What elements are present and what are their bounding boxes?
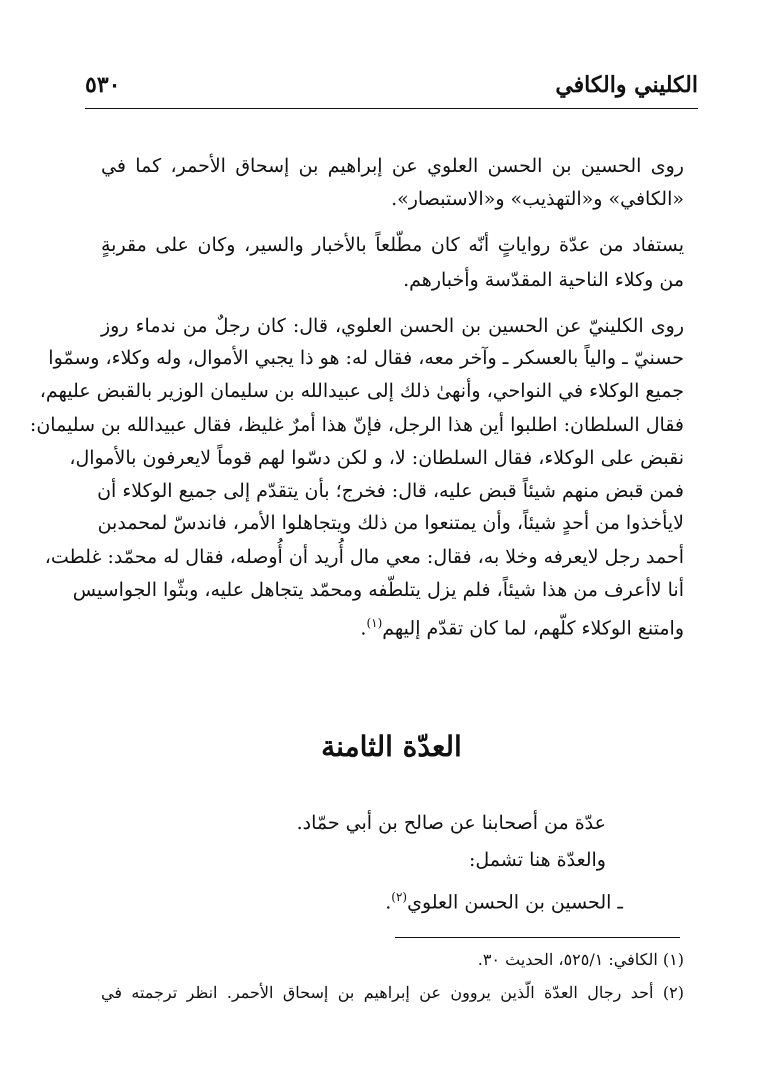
body-line-6: حسنيّ ـ والياً بالعسكر ـ وآخر معه، فقال له: هو ذا يجبي الأموال، وله وكلاء، وسمّوا	[48, 347, 684, 369]
footnote-ref-1: (١)	[366, 616, 383, 630]
body-line-1: روى الحسين بن الحسن العلوي عن إبراهيم بن إسحاق الأحمر، كما في	[101, 155, 684, 177]
section-line-3: ـ الحسين بن الحسن العلوي$^{(٢)}$.	[385, 890, 623, 914]
body-line-5: روى الكلينيّ عن الحسين بن الحسن العلوي، قال: كان رجلٌ من ندماء روز	[101, 315, 684, 337]
running-header	[85, 72, 698, 106]
body-line-8: فقال السلطان: اطلبوا أين هذا الرجل، فإنّ هذا أمرٌ غليظ، فقال عبيدالله بن سليمان:	[29, 414, 684, 436]
section-line-1: عدّة من أصحابنا عن صالح بن أبي حمّاد.	[296, 812, 606, 834]
footnote-1: (١) الكافي: ٥٢٥/١، الحديث ٣٠.	[477, 950, 684, 969]
body-line-7: جميع الوكلاء في النواحي، وأنهىٰ ذلك إلى عبيدالله بن سليمان الوزير بالقبض عليهم،	[39, 380, 684, 402]
footnote-ref-2: (٢)	[391, 890, 408, 904]
body-line-9: نقبض على الوكلاء، فقال السلطان: لا، و لكن دسّوا لهم قوماً لايعرفون بالأموال،	[69, 447, 684, 469]
running-title: الكليني والكافي	[555, 72, 698, 98]
section-line-2: والعدّة هنا تشمل:	[469, 849, 606, 871]
body-line-4: من وكلاء الناحية المقدّسة وأخبارهم.	[403, 269, 684, 291]
body-line-12: أحمد رجل لايعرفه وخلا به، فقال: معي مال أُريد أن أُوصله، فقال له محمّد: غلطت،	[44, 546, 684, 568]
body-line-10: فمن قبض منهم شيئاً قبض عليه، قال: فخرج؛ بأن يتقدّم إلى جميع الوكلاء أن	[97, 480, 684, 502]
header-rule	[85, 108, 698, 109]
section-heading: العدّة الثامنة	[321, 730, 462, 763]
body-line-2: «الكافي» و«التهذيب» و«الاستبصار».	[391, 188, 684, 210]
page-number: ٥٣٠	[85, 72, 121, 98]
body-line-3: يستفاد من عدّة رواياتٍ أنّه كان مطّلعاً بالأخبار والسير، وكان على مقربةٍ	[101, 234, 684, 256]
body-line-11: لايأخذوا من أحدٍ شيئاً، وأن يمتنعوا من ذلك ويتجاهلوا الأمر، فاندسّ لمحمدبن	[97, 512, 684, 534]
section-line-3-text: ـ الحسين بن الحسن العلوي	[407, 891, 623, 914]
body-line-13: أنا لاأعرف من هذا شيئاً، فلم يزل يتلطّفه ومحمّد يتجاهل عليه، وبثّوا الجواسيس	[72, 579, 684, 601]
body-line-14: وامتنع الوكلاء كلّهم، لما كان تقدّم إليهم$^{(١)}$.	[360, 616, 684, 640]
footnote-2: (٢) أحد رجال العدّة الّذين يروون عن إبراهيم بن إسحاق الأحمر. انظر ترجمته في	[101, 983, 684, 1002]
body-line-14-text: وامتنع الوكلاء كلّهم، لما كان تقدّم إليهم	[382, 617, 684, 640]
footnote-rule	[395, 937, 680, 938]
